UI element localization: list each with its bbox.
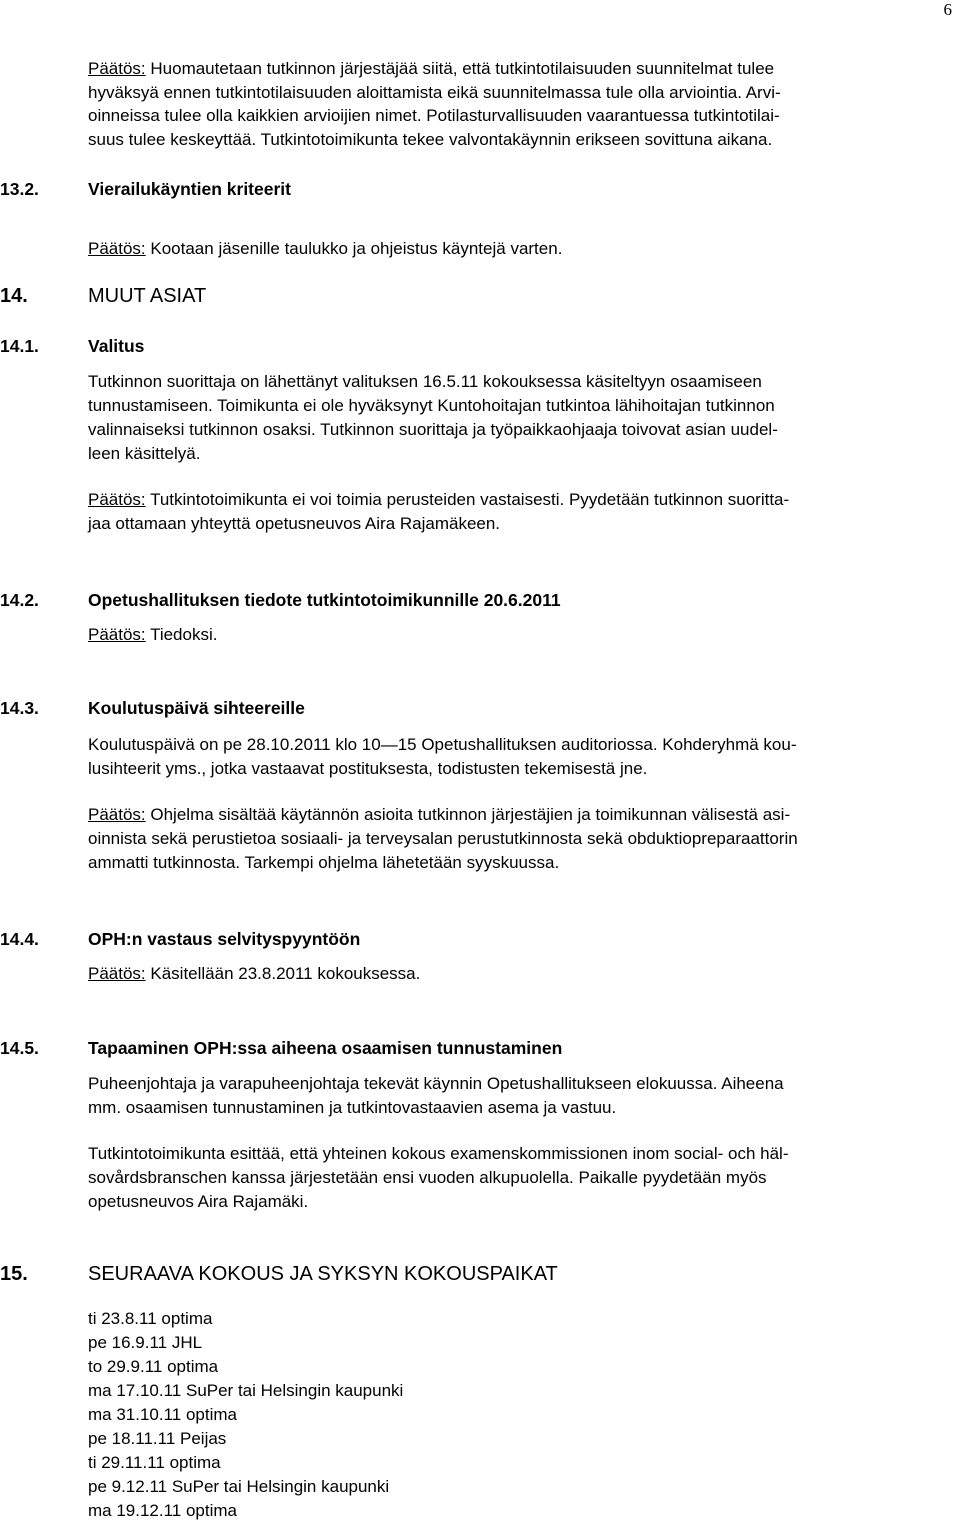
text-line: lusihteerit yms., jotka vastaavat postituksesta, todistusten tekemisestä jne. bbox=[88, 759, 648, 778]
section-number-14-5: 14.5. bbox=[0, 1038, 39, 1058]
list-item: ma 17.10.11 SuPer tai Helsingin kaupunki bbox=[88, 1381, 404, 1400]
list-item: ti 29.11.11 optima bbox=[88, 1453, 221, 1472]
decision-14-3 bbox=[88, 803, 946, 875]
section-title-13-2: Vierailukäyntien kriteerit bbox=[88, 179, 291, 199]
text-line: Puheenjohtaja ja varapuheenjohtaja tekevät käynnin Opetushallitukseen elokuussa. Aiheena bbox=[88, 1074, 784, 1093]
text-line: tunnustamiseen. Toimikunta ei ole hyväksynyt Kuntohoitajan tutkintoa lähihoitajan tutkinnon bbox=[88, 396, 775, 415]
decision-text: Käsitellään 23.8.2011 kokouksessa. bbox=[145, 964, 421, 983]
text-line: jaa ottamaan yhteyttä opetusneuvos Aira Rajamäkeen. bbox=[88, 514, 501, 533]
list-item: pe 18.11.11 Peijas bbox=[88, 1429, 227, 1448]
text-line: Tutkintotoimikunta esittää, että yhteinen kokous examenskommissionen inom social- och häl- bbox=[88, 1144, 789, 1163]
list-item: pe 16.9.11 JHL bbox=[88, 1333, 203, 1352]
decision-label: Päätös: bbox=[88, 625, 146, 644]
body-14-1 bbox=[88, 370, 946, 466]
decision-13-2 bbox=[88, 237, 562, 261]
text-line: valinnaiseksi tutkinnon osaksi. Tutkinnon suorittaja ja työpaikkaohjaaja toivovat asian uudel- bbox=[88, 420, 778, 439]
body-14-3 bbox=[88, 733, 946, 781]
list-item: ma 31.10.11 optima bbox=[88, 1405, 237, 1424]
decision-14-2 bbox=[88, 623, 217, 647]
section-title-14: MUUT ASIAT bbox=[88, 285, 207, 307]
section-number-14-3: 14.3. bbox=[0, 698, 39, 718]
list-item: pe 9.12.11 SuPer tai Helsingin kaupunki bbox=[88, 1477, 390, 1496]
text-line: mm. osaamisen tunnustaminen ja tutkintovastaavien asema ja vastuu. bbox=[88, 1098, 617, 1117]
text-line: oinneissa tulee olla kaikkien arvioijien nimet. Potilasturvallisuuden vaarantuessa tutkintotilai- bbox=[88, 106, 780, 125]
decision-14-4 bbox=[88, 962, 420, 986]
meeting-schedule-list bbox=[88, 1307, 403, 1523]
decision-label: Päätös: bbox=[88, 239, 146, 258]
section-number-13-2: 13.2. bbox=[0, 179, 39, 199]
section-number-14-2: 14.2. bbox=[0, 590, 39, 610]
body-14-5-a bbox=[88, 1072, 946, 1120]
decision-label: Päätös: bbox=[88, 964, 146, 983]
section-number-14: 14. bbox=[0, 285, 28, 307]
section-number-15: 15. bbox=[0, 1263, 28, 1285]
text-line: oinnista sekä perustietoa sosiaali- ja terveysalan perustutkinnosta sekä obduktiopreparaattorin bbox=[88, 829, 798, 848]
decision-label: Päätös: bbox=[88, 490, 146, 509]
text-line: Tutkintotoimikunta ei voi toimia perusteiden vastaisesti. Pyydetään tutkinnon suoritta- bbox=[145, 490, 790, 509]
list-item: ti 23.8.11 optima bbox=[88, 1309, 213, 1328]
section-title-14-5: Tapaaminen OPH:ssa aiheena osaamisen tunnustaminen bbox=[88, 1038, 563, 1058]
text-line: leen käsittelyä. bbox=[88, 444, 201, 463]
text-line: ammatti tutkinnosta. Tarkempi ohjelma lähetetään syyskuussa. bbox=[88, 853, 560, 872]
decision-label: Päätös: bbox=[88, 805, 146, 824]
section-number-14-4: 14.4. bbox=[0, 929, 39, 949]
section-title-14-2: Opetushallituksen tiedote tutkintotoimikunnille 20.6.2011 bbox=[88, 590, 561, 610]
text-line: Huomautetaan tutkinnon järjestäjää siitä, että tutkintotilaisuuden suunnitelmat tulee bbox=[145, 59, 775, 78]
body-14-5-b bbox=[88, 1142, 946, 1214]
section-title-14-4: OPH:n vastaus selvityspyyntöön bbox=[88, 929, 361, 949]
section-title-15: SEURAAVA KOKOUS JA SYKSYN KOKOUSPAIKAT bbox=[88, 1263, 558, 1285]
decision-text: Tiedoksi. bbox=[145, 625, 218, 644]
text-line: Tutkinnon suorittaja on lähettänyt valituksen 16.5.11 kokouksessa käsiteltyyn osaamiseen bbox=[88, 372, 762, 391]
decision-label: Päätös: bbox=[88, 59, 146, 78]
section-number-14-1: 14.1. bbox=[0, 336, 39, 356]
decision-paragraph-intro bbox=[88, 57, 946, 151]
section-title-14-3: Koulutuspäivä sihteereille bbox=[88, 698, 305, 718]
decision-text: Kootaan jäsenille taulukko ja ohjeistus käyntejä varten. bbox=[145, 239, 563, 258]
text-line: sovårdsbranschen kanssa järjestetään ensi vuoden alkupuolella. Paikalle pyydetään myös bbox=[88, 1168, 767, 1187]
text-line: suus tulee keskeyttää. Tutkintotoimikunta tekee valvontakäynnin erikseen sovittuna aikana. bbox=[88, 129, 773, 149]
text-line: hyväksyä ennen tutkintotilaisuuden aloittamista eikä suunnitelmassa tule olla arviointia. Arvi- bbox=[88, 82, 781, 102]
text-line: Koulutuspäivä on pe 28.10.2011 klo 10—15 Opetushallituksen auditoriossa. Kohderyhmä kou- bbox=[88, 735, 797, 754]
list-item: to 29.9.11 optima bbox=[88, 1357, 219, 1376]
section-title-14-1: Valitus bbox=[88, 336, 145, 356]
text-line: opetusneuvos Aira Rajamäki. bbox=[88, 1192, 309, 1211]
page-number: 6 bbox=[943, 0, 952, 19]
text-line: Ohjelma sisältää käytännön asioita tutkinnon järjestäjien ja toimikunnan välisestä asi- bbox=[145, 805, 791, 824]
list-item: ma 19.12.11 optima bbox=[88, 1501, 237, 1520]
decision-14-1 bbox=[88, 488, 946, 536]
